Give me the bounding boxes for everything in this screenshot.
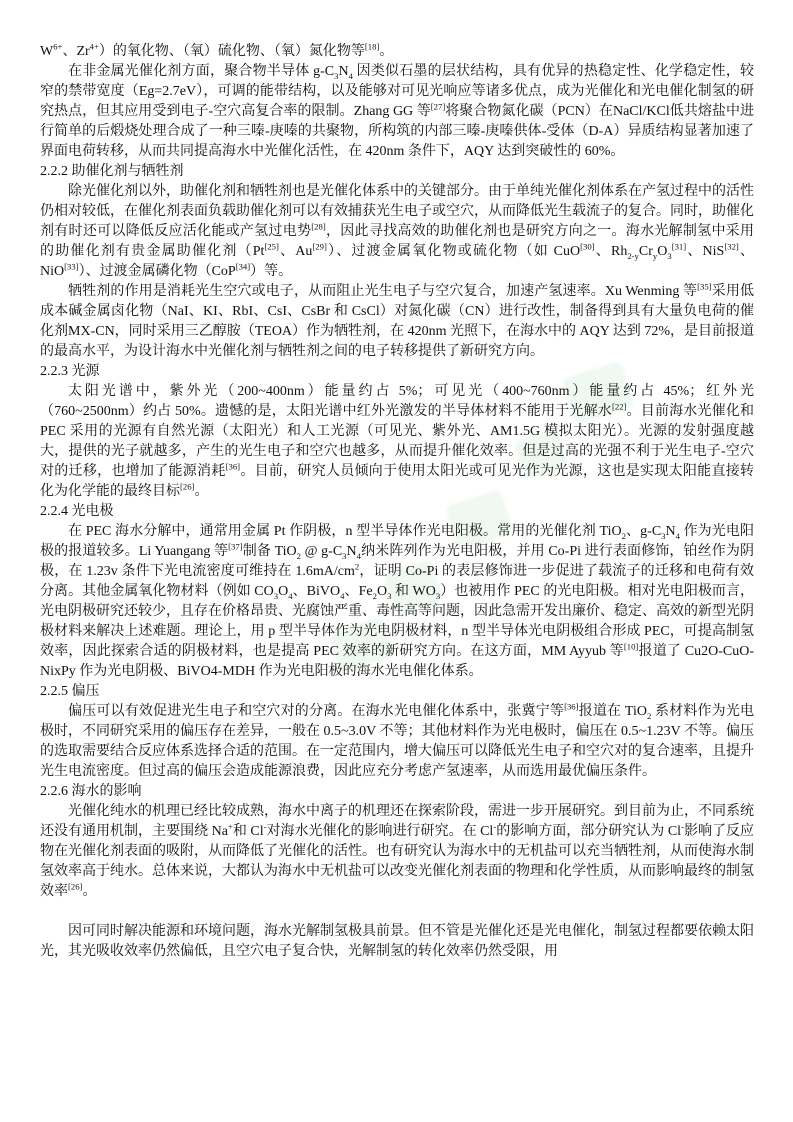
paragraph: $W^{6+}$、$Zr^{4+}$）的氧化物、（氧）硫化物、（氧）氮化物等[18]。: [40, 41, 394, 59]
paragraph: 除光催化剂以外，助催化剂和牺牲剂也是光催化体系中的关键部分。由于单纯光催化剂体系在产氢过程中的活性仍相对较低，在催化剂表面负载助催化剂可以有效捕获光生电子或空穴，从而降低光生载流子的复合。同时，助催化剂有时还可以降低反应活化能或产氢过电势[28]，因此寻找高效的助催化剂也是研究方向之一。海水光解制氢中采用的助催化剂有贵金属助催化剂（Pt[25]、Au[29]）、过渡金属氧化物或硫化物（如 CuO[30]、$Rh_{2-y}Cr_yO_3[31]$、NiS[32]、NiO[33]）、过渡金属磷化物（CoP[34]）等。: [40, 184, 755, 279]
paragraph: 光催化纯水的机理已经比较成熟，海水中离子的机理还在探索阶段，需进一步开展研究。到目前为止，不同系统还没有通用机制，主要围绕 Na+和 Cl-对海水光催化的影响进行研究。在 Cl-的影响方面，部分研究认为 Cl-影响了反应物在光催化剂表面的吸附，从而降低了光催化的活性。也有研究认为海水中的无机盐可以充当牺牲剂，从而使海水制氢效率高于纯水。总体来说，大都认为海水中无机盐可以改变光催化剂表面的物理和化学性质，从而影响最终的制氢效率[26]。: [40, 804, 754, 899]
paragraph: 偏压可以有效促进光生电子和空穴对的分离。在海水光电催化体系中，张冀宁等[36]报道在 TiO$_2$ 系材料作为光电极时，不同研究采用的偏压存在差异，一般在 0.5~3.0V 不等；其他材料作为光电极时，偏压在 0.5~1.23V 不等。偏压的选取需要结合反应体系选择合适的范围。在一定范围内，增大偏压可以降低光生电子和空穴对的复合速率，且提升光生电流密度。但过高的偏压会造成能源浪费，因此应充分考虑产氢速率，从而选用最优偏压条件。: [40, 701, 755, 779]
section-heading: 2.2.4 光电极: [40, 504, 114, 519]
section-heading: 2.2.2 助催化剂与牺牲剂: [40, 164, 184, 179]
paragraph: 因可同时解决能源和环境问题，海水光解制氢极具前景。但不管是光催化还是光电催化，制氢过程都要依赖太阳光，其光吸收效率仍然偏低，且空穴电子复合快，光解制氢的转化效率仍然受限，用: [40, 924, 754, 959]
paragraph: 在非金属光催化剂方面，聚合物半导体 $g-C_3N_4$ 因类似石墨的层状结构，具有优异的热稳定性、化学稳定性，较窄的禁带宽度（Eg=2.7eV），可调的能带结构，以及能够对可见光响应等诸多优点，成为光催化和光电催化制氢的研究热点，但其应用受到电子-空穴高复合率的限制。Zhang GG 等[27]将聚合物氮化碳（PCN）在NaCl/KCl低共熔盐中进行简单的后煅烧处理合成了一种三嗪-庚嗪的共聚物，所构筑的内部三嗪-庚嗪供体-受体（D-A）异质结构显著加速了界面电荷转移，从而共同提高海水中光催化活性，在 420nm 条件下，AQY 达到突破性的 60%。: [40, 64, 755, 159]
paragraph: 太阳光谱中，紫外光（200~400nm）能量约占 5%；可见光（400~760nm）能量约占 45%；红外光（760~2500nm）约占 50%。遗憾的是，太阳光谱中红外光激发的半导体材料不能用于光解水[22]。目前海水光催化和 PEC 采用的光源有自然光源（太阳光）和人工光源（可见光、紫外光、AM1.5G 模拟太阳光）。光源的发射强度越大，提供的光子就越多，产生的光生电子和空穴也越多，从而提升催化效率。但是过高的光强不利于光生电子-空穴对的迁移，也增加了能源消耗[36]。目前，研究人员倾向于使用太阳光或可见光作为光源，这也是实现太阳能直接转化为化学能的最终目标[26]。: [40, 384, 755, 499]
paragraph: 在 PEC 海水分解中，通常用金属 Pt 作阴极，n 型半导体作光电阳极。常用的光催化剂 TiO$_2$、$g-C_3N_4$ 作为光电阳极的报道较多。Li Yuangang 等[37]制备 TiO$_2$ @ $g-C_3N_4$纳米阵列作为光电阳极，并用 Co-Pi 进行表面修饰，铂丝作为阴极，在 1.23v 条件下光电流密度可维持在 $1.6mA/cm^2$，证明 Co-Pi 的表层修饰进一步促进了载流子的迁移和电荷有效分离。其他金属氧化物材料（例如 $CO_3O_4$、BiVO$_4$、$Fe_2O_3$ 和 $WO_3$）也被用作 PEC 的光电阳极。相对光电阳极而言，光电阴极研究还较少，且存在价格昂贵、光腐蚀严重、毒性高等问题，因此急需开发出廉价、稳定、高效的新型光阴极材料来解决上述难题。理论上，用 p 型半导体作为光电阴极材料，n 型半导体光电阴极组合形成 PEC，可提高制氢效率，因此探索合适的阴极材料，也是提高 PEC 效率的新研究方向。在这方面，MM Ayyub 等[10]报道了 Cu2O-CuO-NixPy 作为光电阴极、BiVO4-MDH 作为光电阳极的海水光电催化体系。: [40, 524, 755, 679]
section-heading: 2.2.3 光源: [40, 364, 100, 379]
section-heading: 2.2.5 偏压: [40, 684, 100, 699]
section-heading: 2.2.6 海水的影响: [40, 784, 142, 799]
paragraph: 牺牲剂的作用是消耗光生空穴或电子，从而阻止光生电子与空穴复合，加速产氢速率。Xu Wenming 等[35]采用低成本碱金属卤化物（NaI、KI、RbI、CsI、CsBr 和 CsCl）对氮化碳（CN）进行改性，制备得到具有大量负电荷的催化剂MX-CN，同时采用三乙醇胺（TEOA）作为牺牲剂，在 420nm 光照下，在海水中的 AQY 达到 72%，是目前报道的最高水平，为设计海水中光催化剂与牺牲剂之间的电子转移提供了新研究方向。: [40, 281, 754, 359]
document-content: [40, 42, 754, 962]
